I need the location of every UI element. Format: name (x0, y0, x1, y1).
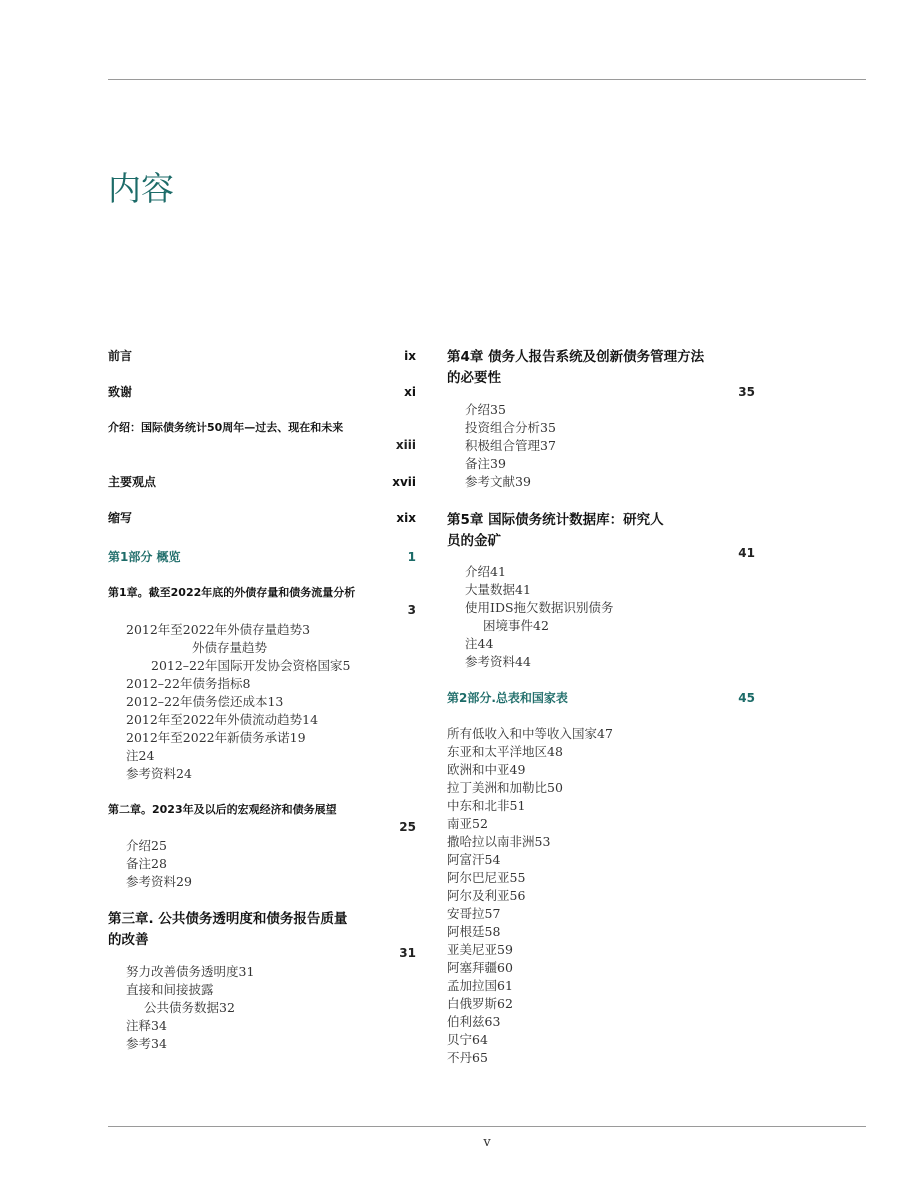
toc-label: 阿根廷 (447, 924, 485, 939)
toc-page-number: xi (404, 385, 416, 399)
list-item[interactable] (126, 1036, 416, 1052)
toc-label: 2012年至2022年新债务承诺 (126, 730, 290, 745)
toc-label: 努力改善债务透明度 (126, 964, 239, 979)
list-item[interactable] (465, 438, 755, 454)
list-item[interactable] (465, 564, 755, 580)
list-item[interactable] (447, 780, 755, 796)
toc-label: 东亚和太平洋地区 (447, 744, 548, 759)
toc-page-number: 41 (738, 546, 755, 560)
list-item[interactable] (126, 712, 416, 728)
toc-label: 介绍 (465, 402, 491, 417)
list-item[interactable] (465, 456, 755, 472)
list-item[interactable] (447, 924, 755, 940)
toc-label: 不丹 (447, 1050, 473, 1065)
toc-label: 缩写 (108, 511, 133, 525)
toc-page-number: 24 (138, 748, 155, 763)
toc-label: 参考资料 (126, 766, 177, 781)
toc-label: 伯利兹 (447, 1014, 485, 1029)
list-item[interactable] (447, 906, 755, 922)
list-item[interactable] (447, 960, 755, 976)
toc-page-number: 39 (490, 456, 506, 471)
toc-entry-preface[interactable] (108, 348, 416, 364)
toc-page-number: 8 (242, 676, 251, 691)
toc-label: 致谢 (108, 385, 133, 399)
toc-page-number: 31 (399, 946, 416, 960)
toc-page-number: 41 (515, 582, 531, 597)
toc-label: 直接和间接披露 (126, 982, 214, 997)
list-item[interactable] (126, 1018, 416, 1034)
toc-label: 2012–22年国际开发协会资格国家 (151, 658, 343, 673)
toc-page-number: 37 (540, 438, 556, 453)
toc-label: 孟加拉国 (447, 978, 498, 993)
list-item[interactable] (447, 816, 755, 832)
list-item[interactable] (447, 762, 755, 778)
toc-chapter-5-title[interactable] (447, 510, 664, 552)
toc-chapter-3-title[interactable] (108, 909, 347, 951)
toc-label: 积极组合管理 (465, 438, 541, 453)
toc-label: 大量数据 (465, 582, 516, 597)
toc-title-line: 员的金矿 (447, 533, 501, 549)
toc-page-number: 45 (738, 691, 755, 705)
toc-label: 安哥拉 (447, 906, 485, 921)
toc-page-number: 29 (176, 874, 192, 889)
toc-label: 参考 (126, 1036, 152, 1051)
toc-chapter-1-title[interactable]: 第1章。截至2022年底的外债存量和债务流量分析 (108, 586, 356, 599)
top-rule (108, 79, 866, 80)
toc-page-number: 48 (547, 744, 563, 759)
list-item[interactable] (151, 658, 416, 674)
toc-page-number: 34 (151, 1036, 167, 1051)
toc-label: 参考资料 (465, 654, 516, 669)
toc-page-number: 57 (484, 906, 501, 921)
toc-page-number: 44 (515, 654, 531, 669)
list-item[interactable] (447, 744, 755, 760)
toc-label: 介绍 (126, 838, 152, 853)
toc-page-number: 35 (738, 385, 755, 399)
list-item[interactable] (126, 676, 416, 692)
toc-label: 2012–22年债务偿还成本 (126, 694, 268, 709)
list-item[interactable] (126, 874, 416, 890)
toc-label: 介绍：国际债务统计50周年—过去、现在和未来 (108, 421, 344, 434)
list-item[interactable] (447, 1032, 755, 1048)
toc-label: 欧洲和中亚 (447, 762, 510, 777)
toc-label: 投资组合分析 (465, 420, 541, 435)
toc-label: 阿塞拜疆 (447, 960, 498, 975)
toc-chapter-4-title[interactable] (447, 347, 704, 389)
page-title: 内容 (108, 169, 174, 208)
toc-page-number: 49 (509, 762, 526, 777)
list-item[interactable] (447, 834, 755, 850)
list-item[interactable] (126, 766, 416, 782)
toc-label: 参考文献 (465, 474, 516, 489)
toc-part-2[interactable] (447, 690, 755, 706)
list-item[interactable] (465, 582, 755, 598)
list-item[interactable] (447, 870, 755, 886)
toc-page-number: 63 (484, 1014, 501, 1029)
list-item[interactable] (447, 726, 755, 742)
list-item[interactable] (465, 402, 755, 418)
toc-label: 参考资料 (126, 874, 177, 889)
toc-label: 外债存量趋势 (192, 640, 268, 655)
list-item[interactable] (126, 622, 416, 638)
toc-label: 备注 (465, 456, 491, 471)
list-item[interactable] (465, 654, 755, 670)
toc-page-number: 59 (497, 942, 513, 957)
toc-page-number: 65 (472, 1050, 488, 1065)
toc-part-1[interactable] (108, 549, 416, 565)
toc-page-number: 53 (534, 834, 551, 849)
toc-label: 注 (126, 748, 139, 763)
toc-label: 中东和北非 (447, 798, 510, 813)
toc-page-number: 32 (219, 1000, 235, 1015)
list-item[interactable] (126, 694, 416, 710)
toc-title-line: 的必要性 (447, 370, 501, 386)
toc-label: 阿尔及利亚 (447, 888, 510, 903)
list-item[interactable] (465, 420, 755, 436)
toc-entry-acknowledgments[interactable] (108, 384, 416, 400)
toc-page-number: 44 (477, 636, 494, 651)
toc-label: 第2部分.总表和国家表 (447, 691, 568, 705)
toc-page-number: 13 (267, 694, 284, 709)
toc-label: 第1部分 概览 (108, 550, 181, 564)
toc-entry-abbreviations[interactable] (108, 510, 416, 526)
toc-label: 注释 (126, 1018, 152, 1033)
toc-page-number: 52 (472, 816, 488, 831)
toc-page-number: 42 (533, 618, 549, 633)
toc-page-number: 47 (597, 726, 613, 741)
toc-page-number: 5 (342, 658, 351, 673)
toc-page-number: xvii (392, 475, 416, 489)
list-item[interactable] (465, 600, 614, 616)
list-item[interactable] (144, 1000, 416, 1016)
toc-page-number: 61 (497, 978, 513, 993)
list-item[interactable] (465, 636, 755, 652)
list-item[interactable] (126, 856, 416, 872)
toc-label: 南亚 (447, 816, 473, 831)
bottom-rule (108, 1126, 866, 1127)
toc-label: 所有低收入和中等收入国家 (447, 726, 598, 741)
toc-page-number: 62 (497, 996, 513, 1011)
toc-page-number: 19 (289, 730, 306, 745)
list-item[interactable] (447, 798, 755, 814)
toc-label: 拉丁美洲和加勒比 (447, 780, 548, 795)
toc-page-number: 3 (302, 622, 311, 637)
toc-page-number: xiii (395, 438, 416, 452)
toc-label: 阿尔巴尼亚 (447, 870, 510, 885)
toc-page-number: 34 (151, 1018, 167, 1033)
list-item[interactable] (126, 982, 214, 998)
list-item[interactable] (447, 852, 755, 868)
toc-page-number: 24 (176, 766, 192, 781)
toc-chapter-2-title[interactable]: 第二章。2023年及以后的宏观经济和债务展望 (108, 803, 337, 816)
toc-page-number: 55 (509, 870, 526, 885)
list-item[interactable] (447, 1050, 755, 1066)
toc-label: 公共债务数据 (144, 1000, 220, 1015)
toc-label: 前言 (108, 349, 133, 363)
toc-page-number: ix (404, 349, 416, 363)
toc-page-number: 50 (547, 780, 563, 795)
list-item[interactable] (126, 748, 416, 764)
toc-page-number: 64 (472, 1032, 488, 1047)
list-item[interactable] (447, 1014, 755, 1030)
list-item[interactable] (447, 888, 755, 904)
toc-label: 2012年至2022年外债存量趋势 (126, 622, 303, 637)
toc-label: 主要观点 (108, 475, 157, 489)
toc-label: 介绍 (465, 564, 491, 579)
toc-page-number: 14 (302, 712, 319, 727)
toc-label: 备注 (126, 856, 152, 871)
toc-page-number: 39 (515, 474, 531, 489)
toc-label: 白俄罗斯 (447, 996, 498, 1011)
list-item[interactable] (126, 838, 416, 854)
toc-title-line: 的改善 (108, 932, 149, 948)
toc-title-line: 第三章. 公共债务透明度和债务报告质量 (108, 911, 348, 927)
toc-page-number: 3 (407, 603, 416, 617)
list-item[interactable] (483, 618, 755, 634)
toc-label: 贝宁 (447, 1032, 473, 1047)
list-item[interactable] (447, 978, 755, 994)
toc-page-number: 56 (509, 888, 526, 903)
toc-label: 2012年至2022年外债流动趋势 (126, 712, 303, 727)
toc-page-number: 41 (490, 564, 506, 579)
list-item[interactable] (192, 640, 267, 656)
toc-page-number: 25 (399, 820, 416, 834)
toc-page-number: 60 (497, 960, 513, 975)
toc-label: 亚美尼亚 (447, 942, 498, 957)
toc-title-line: 第5章 国际债务统计数据库：研究人 (447, 512, 664, 528)
toc-label: 注 (465, 636, 478, 651)
toc-page-number: 25 (151, 838, 167, 853)
toc-page-number: 28 (151, 856, 167, 871)
toc-entry-key-messages[interactable] (108, 474, 416, 490)
toc-page-number: 35 (540, 420, 556, 435)
page-number: v (483, 1135, 491, 1150)
list-item[interactable] (126, 730, 416, 746)
toc-page-number: 58 (484, 924, 501, 939)
toc-page-number: 1 (407, 550, 416, 564)
list-item[interactable] (447, 942, 755, 958)
toc-label: 困境事件 (483, 618, 534, 633)
toc-page-number: 35 (490, 402, 506, 417)
toc-label: 使用IDS拖欠数据识别债务 (465, 600, 614, 615)
toc-title-line: 第4章 债务人报告系统及创新债务管理方法 (447, 349, 705, 365)
toc-page-number: 31 (238, 964, 255, 979)
toc-label: 2012–22年债务指标 (126, 676, 243, 691)
toc-page-number: 54 (484, 852, 501, 867)
toc-page-number: xix (396, 511, 416, 525)
list-item[interactable] (465, 474, 755, 490)
toc-page-number: 51 (509, 798, 526, 813)
toc-label: 撒哈拉以南非洲 (447, 834, 535, 849)
list-item[interactable] (126, 964, 416, 980)
list-item[interactable] (447, 996, 755, 1012)
toc-entry-introduction[interactable] (108, 420, 343, 436)
toc-label: 阿富汗 (447, 852, 485, 867)
